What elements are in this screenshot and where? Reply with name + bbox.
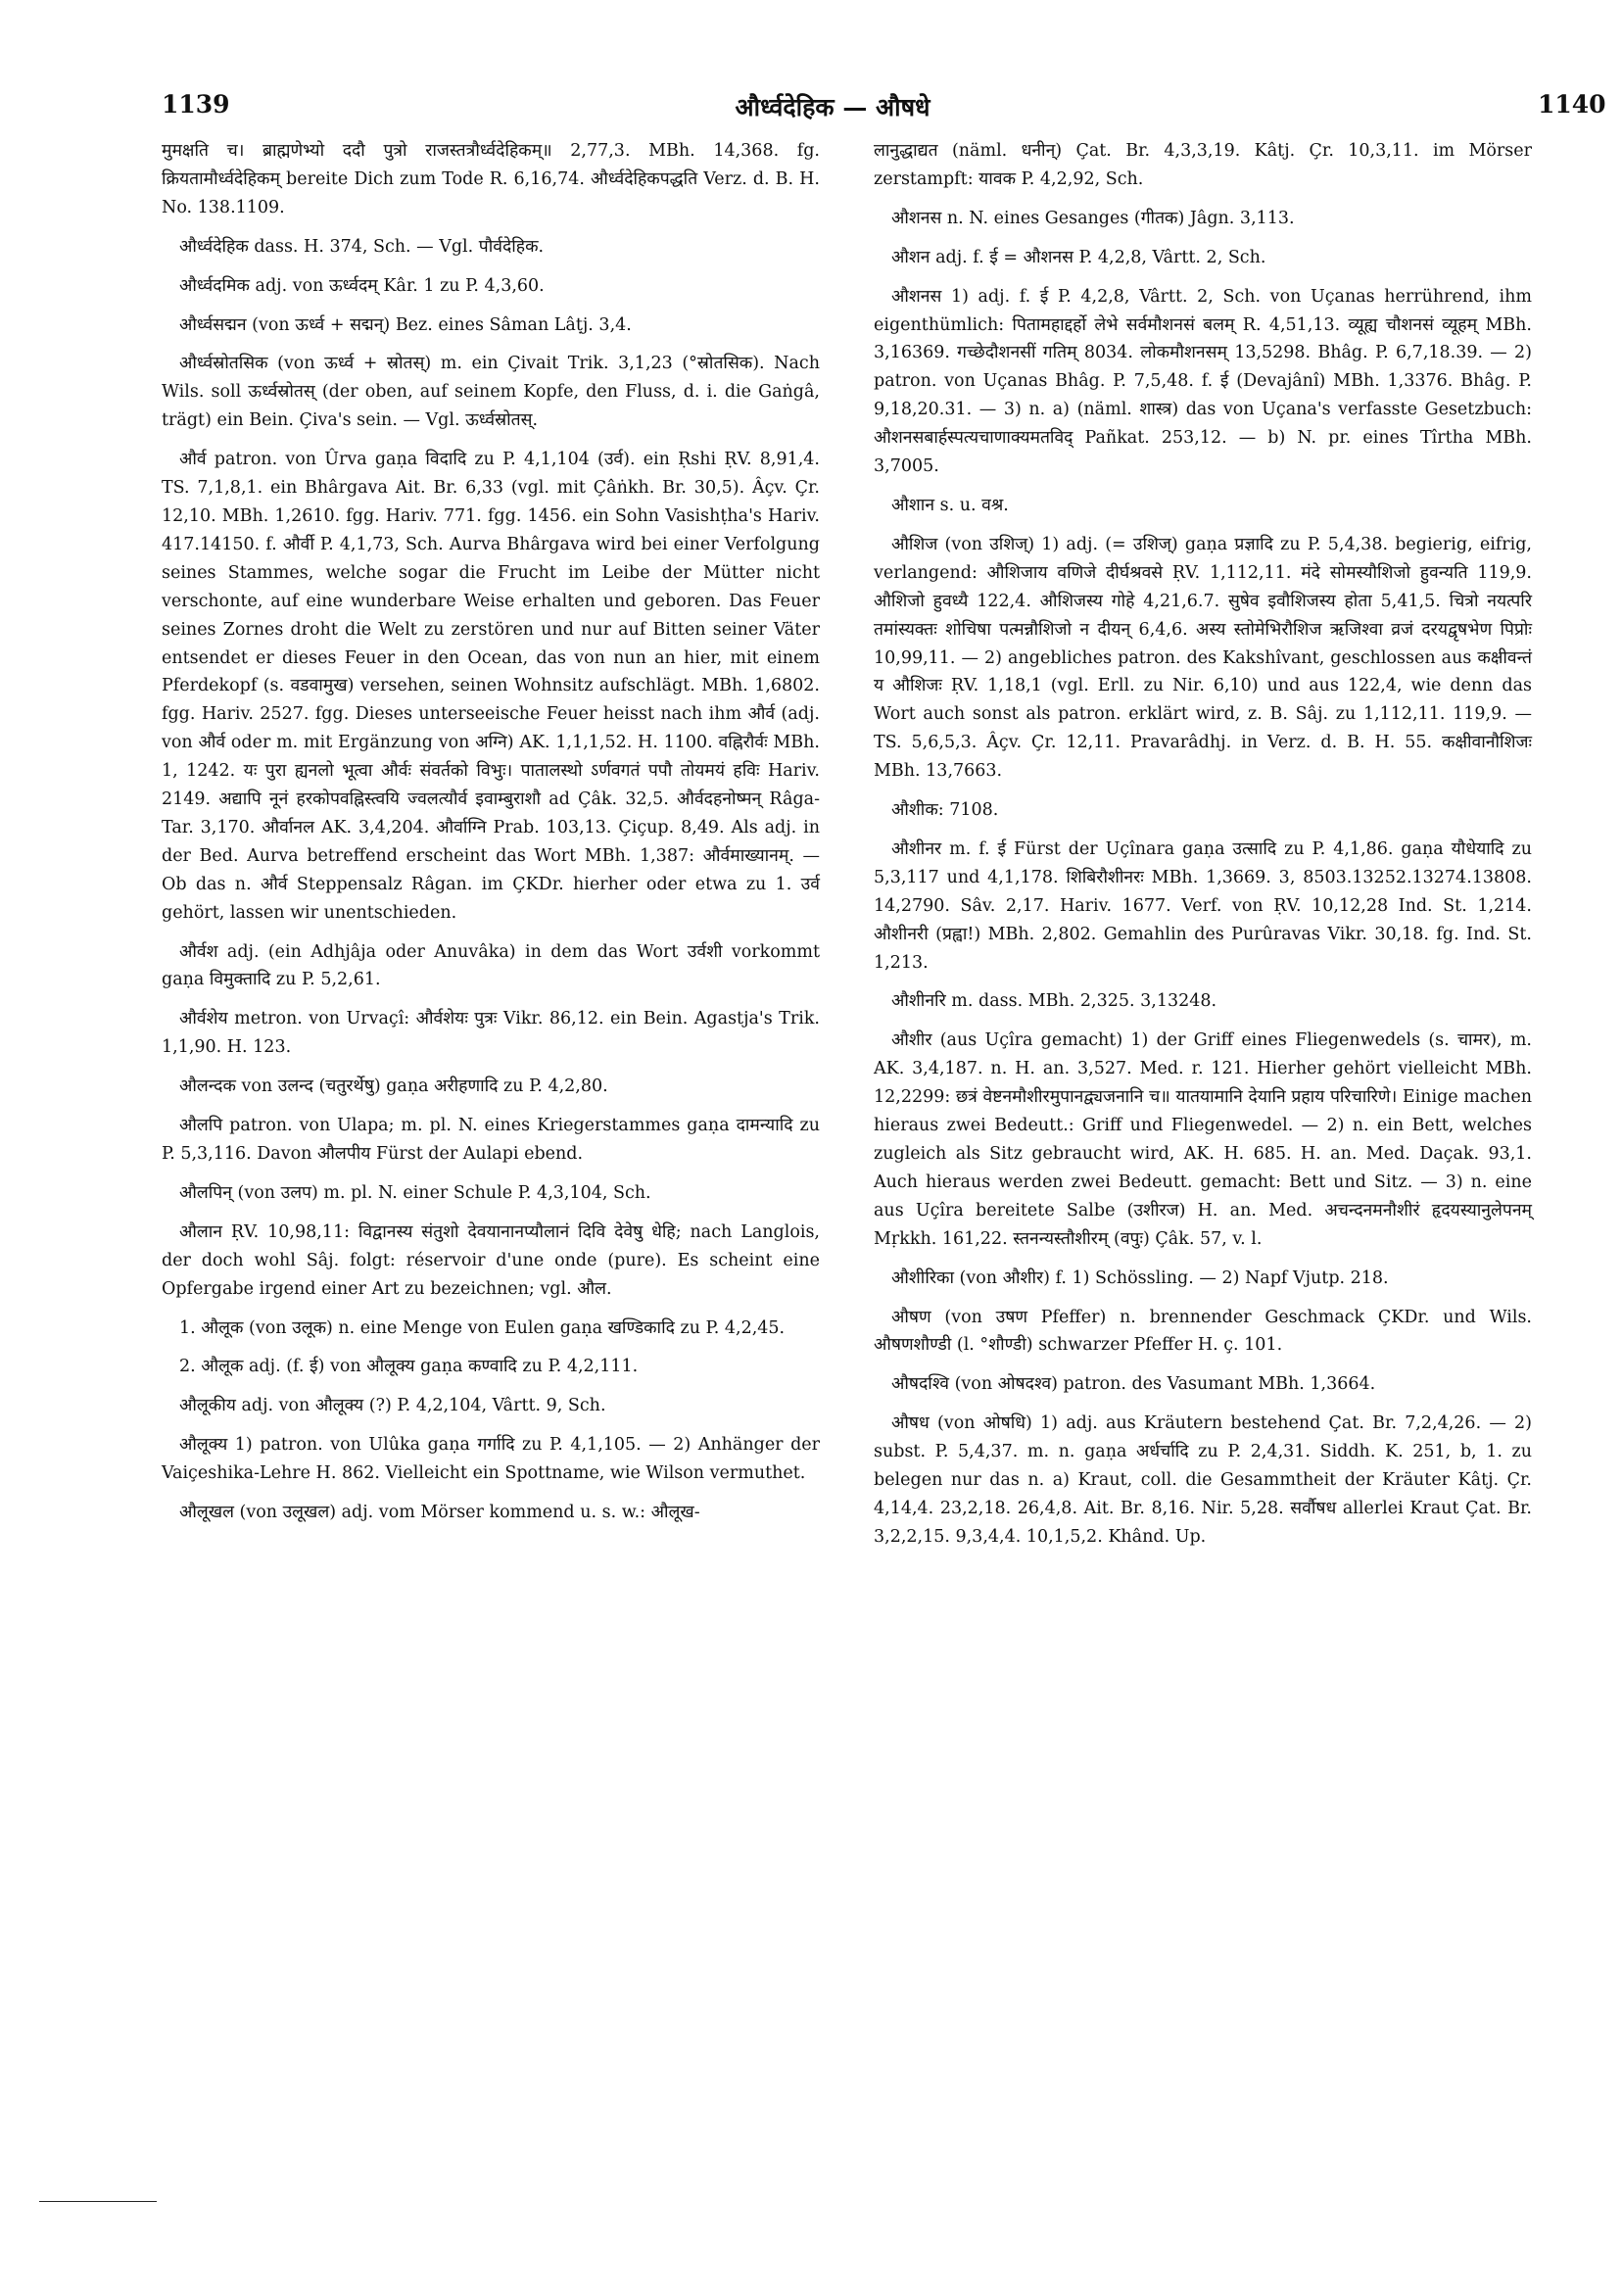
page-number-right: 1140 bbox=[1538, 90, 1606, 119]
dictionary-entry: औशीर (aus Uçîra gemacht) 1) der Griff eines Fliegenwedels (s. चामर), m. AK. 3,4,187. n. H. an. 3,527. Med. r. 121. Hierher gehört vielleicht MBh. 12,2299: छत्रं वेष्टनमौशीरमुपानद्व्यजनानि च॥ यातयामानि देयानि प्रहाय परिचारिणे। Einige machen hieraus zwei Bedeutt.: Griff und Fliegenwedel. — 2) n. ein Bett, welches zugleich als Sitz gebraucht wird, AK. H. 685. H. an. Med. Daçak. 93,1. Auch hieraus werden zwei Bedeutt. gemacht: Bett und Sitz. — 3) n. eine aus Uçîra bereitete Salbe (उशीरज) H. an. Med. अचन्दनमनौशीरं हृदयस्यानुलेपनम् Mṛkkh. 161,22. स्तनन्यस्तौशीरम् (वपुः) Çâk. 57, v. l. bbox=[874, 1030, 1532, 1249]
dictionary-entry: औशनस 1) adj. f. ई P. 4,2,8, Vârtt. 2, Sch. von Uçanas herrührend, ihm eigenthümlich: पितामहाद्दर्हो लेभे सर्वमौशनसं बलम् R. 4,51,13. व्यूह्य चौशनसं व्यूहम् MBh. 3,16369. गच्छेदौशनसीं गतिम् 8034. लोकमौशनसम् 13,5298. Bhâg. P. 6,7,18.39. — 2) patron. von Uçanas Bhâg. P. 7,5,48. f. ई (Devajânî) MBh. 1,3376. Bhâg. P. 9,18,20.31. — 3) n. a) (näml. शास्त्र) das von Uçana's verfasste Gesetzbuch: औशनसबार्हस्पत्यचाणाक्यमतविद् Pañkat. 253,12. — b) N. pr. eines Tîrtha MBh. 3,7005. bbox=[874, 286, 1532, 477]
dictionary-entry: 2. औलूक adj. (f. ई) von औलूक्य gaṇa कण्वादि zu P. 4,2,111. bbox=[179, 1357, 639, 1377]
dictionary-entry: औशीनरि m. dass. MBh. 2,325. 3,13248. bbox=[891, 991, 1217, 1012]
dictionary-entry: औशिज (von उशिज्) 1) adj. (= उशिज्) gaṇa प्रज्ञादि zu P. 5,4,38. begierig, eifrig, verlangend: औशिजाय वणिजे दीर्घश्रवसे ṚV. 1,112,11. मंदे सोमस्यौशिजो हुवन्यति 119,9. औशिजो हुवध्यै 122,4. औशिजस्य गोहे 4,21,6.7. सुषेव इवौशिजस्य होता 5,41,5. चित्रो नयत्परि तमांस्यक्तः शोचिषा पत्मन्नौशिजो न दीयन् 6,4,6. अस्य स्तोमेभिरौशिज ऋजिश्वा व्रजं दरयद्वृषभेण पिप्रोः 10,99,11. — 2) angebliches patron. des Kakshîvant, geschlossen aus कक्षीवन्तं य औशिजः ṚV. 1,18,1 (vgl. Erll. zu Nir. 6,10) und aus 122,4, wie denn das Wort auch sonst als patron. erklärt wird, z. B. Sâj. zu 1,112,11. 119,9. — TS. 5,6,5,3. Âçv. Çr. 12,11. Pravarâdhj. in Verz. d. B. H. 55. कक्षीवानौशिजः MBh. 13,7663. bbox=[874, 534, 1532, 782]
dictionary-entry: औशनस n. N. eines Gesanges (गीतक) Jâgn. 3,113. bbox=[891, 208, 1295, 228]
dictionary-entry: औषण (von उषण Pfeffer) n. brennender Geschmack ÇKDr. und Wils. औषणशौण्डी (l. °शौण्डी) schwarzer Pfeffer H. ç. 101. bbox=[874, 1307, 1532, 1356]
dictionary-entry: औलपि patron. von Ulapa; m. pl. N. eines Kriegerstammes gaṇa दामन्यादि zu P. 5,3,116. Davon औलपीय Fürst der Aulapi ebend. bbox=[162, 1116, 820, 1164]
footer-rule bbox=[39, 2201, 157, 2202]
dictionary-entry: और्ध्वदमिक adj. von ऊर्ध्वदम् Kâr. 1 zu P. 4,3,60. bbox=[179, 275, 545, 296]
dictionary-entry: औलूक्य 1) patron. von Ulûka gaṇa गर्गादि zu P. 4,1,105. — 2) Anhänger der Vaiçeshika-Lehre H. 862. Vielleicht ein Spottname, wie Wilson vermuthet. bbox=[162, 1435, 820, 1484]
dictionary-entry: और्ध्वसद्मन (von ऊर्ध्व + सद्मन्) Bez. eines Sâman Lâṭj. 3,4. bbox=[179, 314, 632, 335]
dictionary-entry: मुमक्षति च। ब्राह्मणेभ्यो ददौ पुत्रो राजस्तत्रौर्ध्वदेहिकम्॥ 2,77,3. MBh. 14,368. fg. क्रियतामौर्ध्वदेहिकम् bereite Dich zum Tode R. 6,16,74. और्ध्वदेहिकपद्धति Verz. d. B. H. No. 138.1109. bbox=[162, 141, 820, 217]
dictionary-entry: औलूकीय adj. von औलूक्य (?) P. 4,2,104, Vârtt. 9, Sch. bbox=[179, 1396, 606, 1416]
dictionary-entry: और्ध्वस्रोतसिक (von ऊर्ध्व + स्रोतस्) m. ein Çivait Trik. 3,1,23 (°स्रोतसिक). Nach Wils. soll ऊर्ध्वस्रोतस् (der oben, auf seinem Kopfe, den Fluss, d. i. die Gaṅgâ, trägt) ein Bein. Çiva's sein. — Vgl. ऊर्ध्वस्रोतस्. bbox=[162, 354, 820, 431]
dictionary-entry: और्ध्वदेहिक dass. H. 374, Sch. — Vgl. पौर्वदेहिक. bbox=[179, 236, 545, 257]
dictionary-entry: औषदश्वि (von ओषदश्व) patron. des Vasumant MBh. 1,3664. bbox=[891, 1374, 1376, 1395]
dictionary-entry: लानुद्धाद्यत (näml. धनीन्) Çat. Br. 4,3,3,19. Kâtj. Çr. 10,3,11. im Mörser zerstampft: यावक P. 4,2,92, Sch. bbox=[874, 141, 1532, 189]
dictionary-entry: और्वश adj. (ein Adhjâja oder Anuvâka) in dem das Wort उर्वशी vorkommt gaṇa विमुक्तादि zu P. 5,2,61. bbox=[162, 941, 820, 990]
dictionary-entry: औशान s. u. वश्र. bbox=[891, 495, 1009, 515]
dictionary-entry: औशीरिका (von औशीर) f. 1) Schössling. — 2) Napf Vjutp. 218. bbox=[891, 1268, 1389, 1288]
dictionary-entry: औशीनर m. f. ई Fürst der Uçînara gaṇa उत्सादि zu P. 4,1,86. gaṇa यौधेयादि zu 5,3,117 und 4,1,178. शिबिरौशीनरः MBh. 1,3669. 3, 8503.13252.13274.13808. 14,2790. Sâv. 2,17. Hariv. 1677. Verf. von ṚV. 10,12,28 Ind. St. 1,214. औशीनरी (प्रह्वा!) MBh. 2,802. Gemahlin des Purûravas Vikr. 30,18. fg. Ind. St. 1,213. bbox=[874, 838, 1532, 973]
dictionary-entry: 1. औलूक (von उलूक) n. eine Menge von Eulen gaṇa खण्डिकादि zu P. 4,2,45. bbox=[179, 1317, 786, 1338]
dictionary-entry: औलान ṚV. 10,98,11: विद्वानस्य संतुशो देवयानानप्यौलानं दिवि देवेषु धेहि; nach Langlois, der doch wohl Sâj. folgt: réservoir d'une onde (pure). Es scheint eine Opfergabe irgend einer Art zu bezeichnen; vgl. औल. bbox=[162, 1221, 820, 1299]
dictionary-entry: औषध (von ओषधि) 1) adj. aus Kräutern bestehend Çat. Br. 7,2,4,26. — 2) subst. P. 5,4,37. m. n. gaṇa अर्धर्चादि zu P. 2,4,31. Siddh. K. 251, b, 1. zu belegen nur das n. a) Kraut, coll. die Gesammtheit der Kräuter Kâtj. Çr. 4,14,4. 23,2,18. 26,4,8. Ait. Br. 8,16. Nir. 5,28. सर्वौषध allerlei Kraut Çat. Br. 3,2,2,15. 9,3,4,4. 10,1,5,2. Khând. Up. bbox=[874, 1413, 1532, 1547]
right-column bbox=[874, 137, 1532, 1562]
running-title: और्ध्वदेहिक — औषधे bbox=[735, 93, 930, 121]
dictionary-entry: औलूखल (von उलूखल) adj. vom Mörser kommend u. s. w.: औलूख- bbox=[179, 1503, 700, 1523]
dictionary-entry: औशन adj. f. ई = औशनस P. 4,2,8, Vârtt. 2, Sch. bbox=[891, 247, 1266, 267]
page-number-left: 1139 bbox=[162, 90, 230, 119]
left-column bbox=[162, 137, 820, 1538]
dictionary-entry: औलपिन् (von उलप) m. pl. N. einer Schule P. 4,3,104, Sch. bbox=[179, 1182, 651, 1203]
dictionary-entry: और्व patron. von Ûrva gaṇa विदादि zu P. 4,1,104 (उर्व). ein Ṛshi ṚV. 8,91,4. TS. 7,1,8,1. ein Bhârgava Ait. Br. 6,33 (vgl. mit Çâṅkh. Br. 30,5). Âçv. Çr. 12,10. MBh. 1,2610. fgg. Hariv. 771. fgg. 1456. ein Sohn Vasishṭha's Hariv. 417.14150. f. और्वी P. 4,1,73, Sch. Aurva Bhârgava wird bei einer Verfolgung seines Stammes, welche sogar die Frucht im Leibe der Mütter nicht verschonte, auf eine wunderbare Weise erhalten und geboren. Das Feuer seines Zornes droht die Welt zu zerstören und nur auf Bitten seiner Väter entsendet er dieses Feuer in den Ocean, das von nun an hier, mit einem Pferdekopf (s. वडवामुख) versehen, seinen Wohnsitz aufschlägt. MBh. 1,6802. fgg. Hariv. 2527. fgg. Dieses unterseeische Feuer heisst nach ihm और्व (adj. von और्व oder m. mit Ergänzung von अग्नि) AK. 1,1,1,52. H. 1100. वह्निरौर्वः MBh. 1, 1242. यः पुरा ह्यनलो भूत्वा और्वः संवर्तको विभुः। पातालस्थो ऽर्णवगतं पपौ तोयमयं हविः Hariv. 2149. अद्यापि नूनं हरकोपवह्निस्त्वयि ज्वलत्यौर्व इवाम्बुराशौ ad Çâk. 32,5. और्वदहनोष्मन् Râga-Tar. 3,170. और्वानल AK. 3,4,204. और्वाग्नि Prab. 103,13. Çiçup. 8,49. Als adj. in der Bed. Aurva betreffend erscheint das Wort MBh. 1,387: और्वमाख्यानम्. — Ob das n. और्व Steppensalz Râgan. im ÇKDr. hierher oder etwa zu 1. उर्व gehört, lassen wir unentschieden. bbox=[162, 450, 820, 923]
dictionary-entry: औशीक: 7108. bbox=[891, 800, 999, 821]
dictionary-entry: औलन्दक von उलन्द (चतुरर्थेषु) gaṇa अरीहणादि zu P. 4,2,80. bbox=[179, 1076, 608, 1097]
dictionary-entry: और्वशेय metron. von Urvaçî: और्वशेयः पुत्रः Vikr. 86,12. ein Bein. Agastja's Trik. 1,1,90. H. 123. bbox=[162, 1009, 820, 1058]
